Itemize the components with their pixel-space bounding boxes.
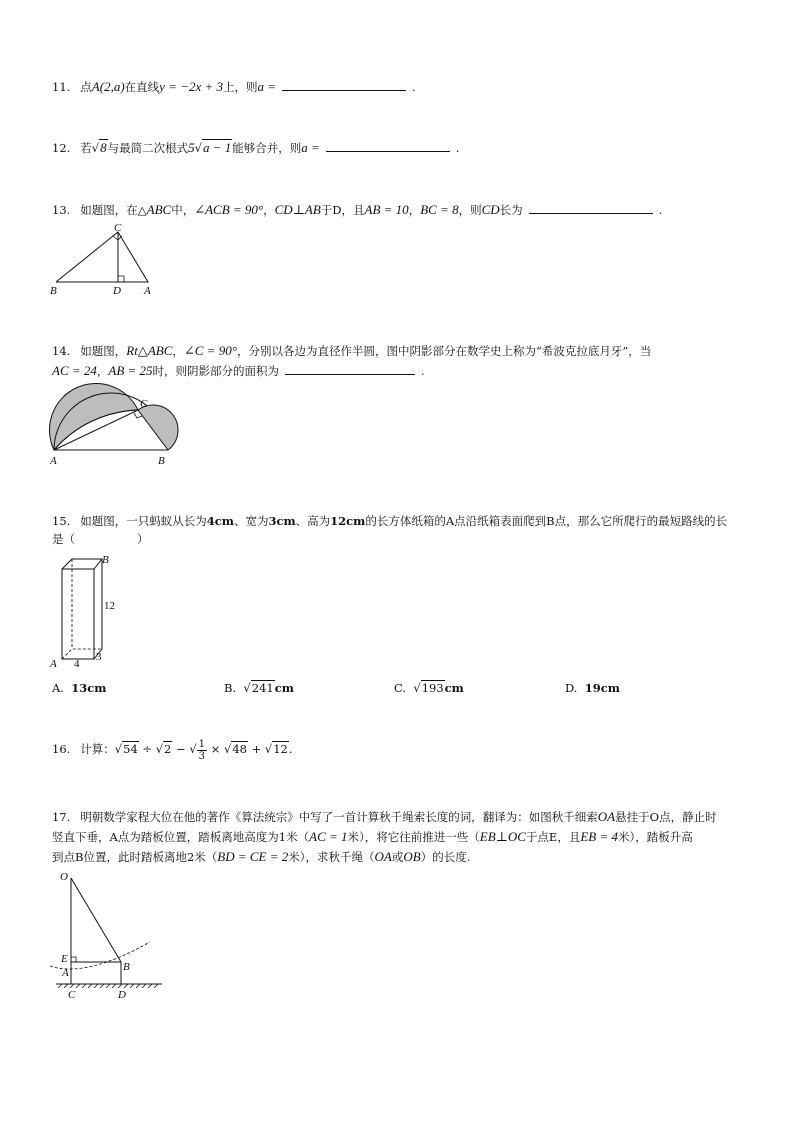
question-11: 11. 点A(2,a)在直线y = −2x + 3上，则a = . — [52, 79, 416, 94]
box-front — [62, 569, 94, 659]
question-14-line-1: 14. 如题图，Rt△ABC，∠C = 90°，分别以各边为直径作半圆，图中阴影部分在数学史上称为“希波克拉底月牙”，当 — [52, 343, 652, 358]
answer-blank[interactable] — [282, 78, 406, 91]
radicand: a − 1 — [202, 140, 232, 155]
option-a[interactable]: A. 13cm — [52, 681, 107, 695]
radicand: 193 — [421, 681, 444, 695]
label-b: B — [50, 285, 57, 297]
radicand: 8 — [100, 140, 107, 155]
question-16: 16. 计算：√54 ÷ √2 − √ $\frac{1}{3}$ × √48 + √12. — [52, 738, 293, 762]
option-d[interactable]: D. 19cm — [565, 681, 620, 695]
question-17-line-2: 竖直下垂，A点为踏板位置，踏板离地高度为1米（AC = 1米），将它往前推进一些（EB⊥OC于点E，且EB = 4米），踏板升高 — [52, 829, 693, 844]
option-c[interactable]: C. √193cm — [394, 681, 464, 695]
question-13: 13. 如题图，在△ABC中，∠ACB = 90°，CD⊥AB于D，且AB = 10，BC = 8，则CD长为 . — [52, 202, 663, 217]
ground-hatching — [58, 984, 158, 988]
right-angle-mark — [118, 276, 124, 282]
label-d: D — [118, 989, 126, 1001]
label-width: 3 — [96, 651, 102, 663]
math-expr: y = −2x + 3 — [159, 79, 224, 94]
answer-blank[interactable] — [529, 201, 653, 214]
question-number: 12. — [52, 141, 71, 155]
question-number: 15. — [52, 514, 71, 528]
option-b[interactable]: B. √241cm — [224, 681, 294, 695]
math-expr: A(2,a) — [91, 79, 125, 94]
question-number: 17. — [52, 810, 71, 824]
shaded-lune-bc — [138, 405, 178, 450]
label-a: A — [62, 967, 69, 979]
label-a: A — [50, 455, 57, 466]
label-a: A — [144, 285, 151, 297]
question-17-line-3: 到点B位置，此时踏板离地2米（BD = CE = 2米），求秋千绳（OA或OB）的长度. — [52, 849, 471, 864]
triangle-abc — [56, 232, 148, 282]
label-length: 4 — [74, 658, 80, 670]
rope-ob — [71, 878, 121, 962]
question-15-line-2: 是（ ） — [52, 532, 149, 546]
question-17-line-1: 17. 明朝数学家程大位在他的著作《算法统宗》中写了一首计算秋千绳索长度的词，翻译为：如图秋千细索OA悬挂于O点，静止时 — [52, 809, 717, 824]
label-c: C — [68, 989, 76, 1001]
label-d: D — [113, 285, 121, 297]
label-e: E — [61, 953, 68, 965]
question-15-line-1: 15. 如题图，一只蚂蚁从长为4cm、宽为3cm、高为12cm的长方体纸箱的A点沿纸箱表面爬到B点，那么它所爬行的最短路线的长 — [52, 514, 728, 528]
label-b: B — [158, 455, 165, 466]
label-o: O — [60, 871, 68, 883]
answer-blank[interactable] — [326, 139, 450, 152]
right-angle-mark — [71, 957, 76, 962]
math-expr: a = — [301, 140, 320, 155]
question-number: 11. — [52, 80, 71, 94]
figure-q13-triangle — [48, 222, 160, 300]
figure-q15-box — [48, 553, 128, 673]
question-14-line-2: AC = 24，AB = 25时，则阴影部分的面积为 . — [52, 363, 425, 378]
fraction: $\frac{1}{3}$ — [198, 738, 206, 762]
label-b: B — [102, 554, 109, 566]
label-c: C — [140, 398, 148, 410]
label-c: C — [114, 222, 122, 234]
radicand: 241 — [251, 681, 274, 695]
answer-blank[interactable] — [285, 362, 415, 375]
box-edge — [94, 559, 102, 569]
question-number: 13. — [52, 203, 71, 217]
question-12: 12. 若√8与最简二次根式5√a − 1能够合并，则a = . — [52, 140, 460, 155]
box-edges — [62, 559, 102, 659]
question-number: 16. — [52, 742, 71, 756]
question-number: 14. — [52, 344, 71, 358]
label-b: B — [123, 961, 130, 973]
figure-q14-lunes — [46, 380, 186, 466]
label-a: A — [50, 658, 57, 670]
math-expr: a = — [257, 79, 277, 94]
label-height: 12 — [104, 600, 115, 612]
figure-q17-swing — [46, 866, 166, 1002]
